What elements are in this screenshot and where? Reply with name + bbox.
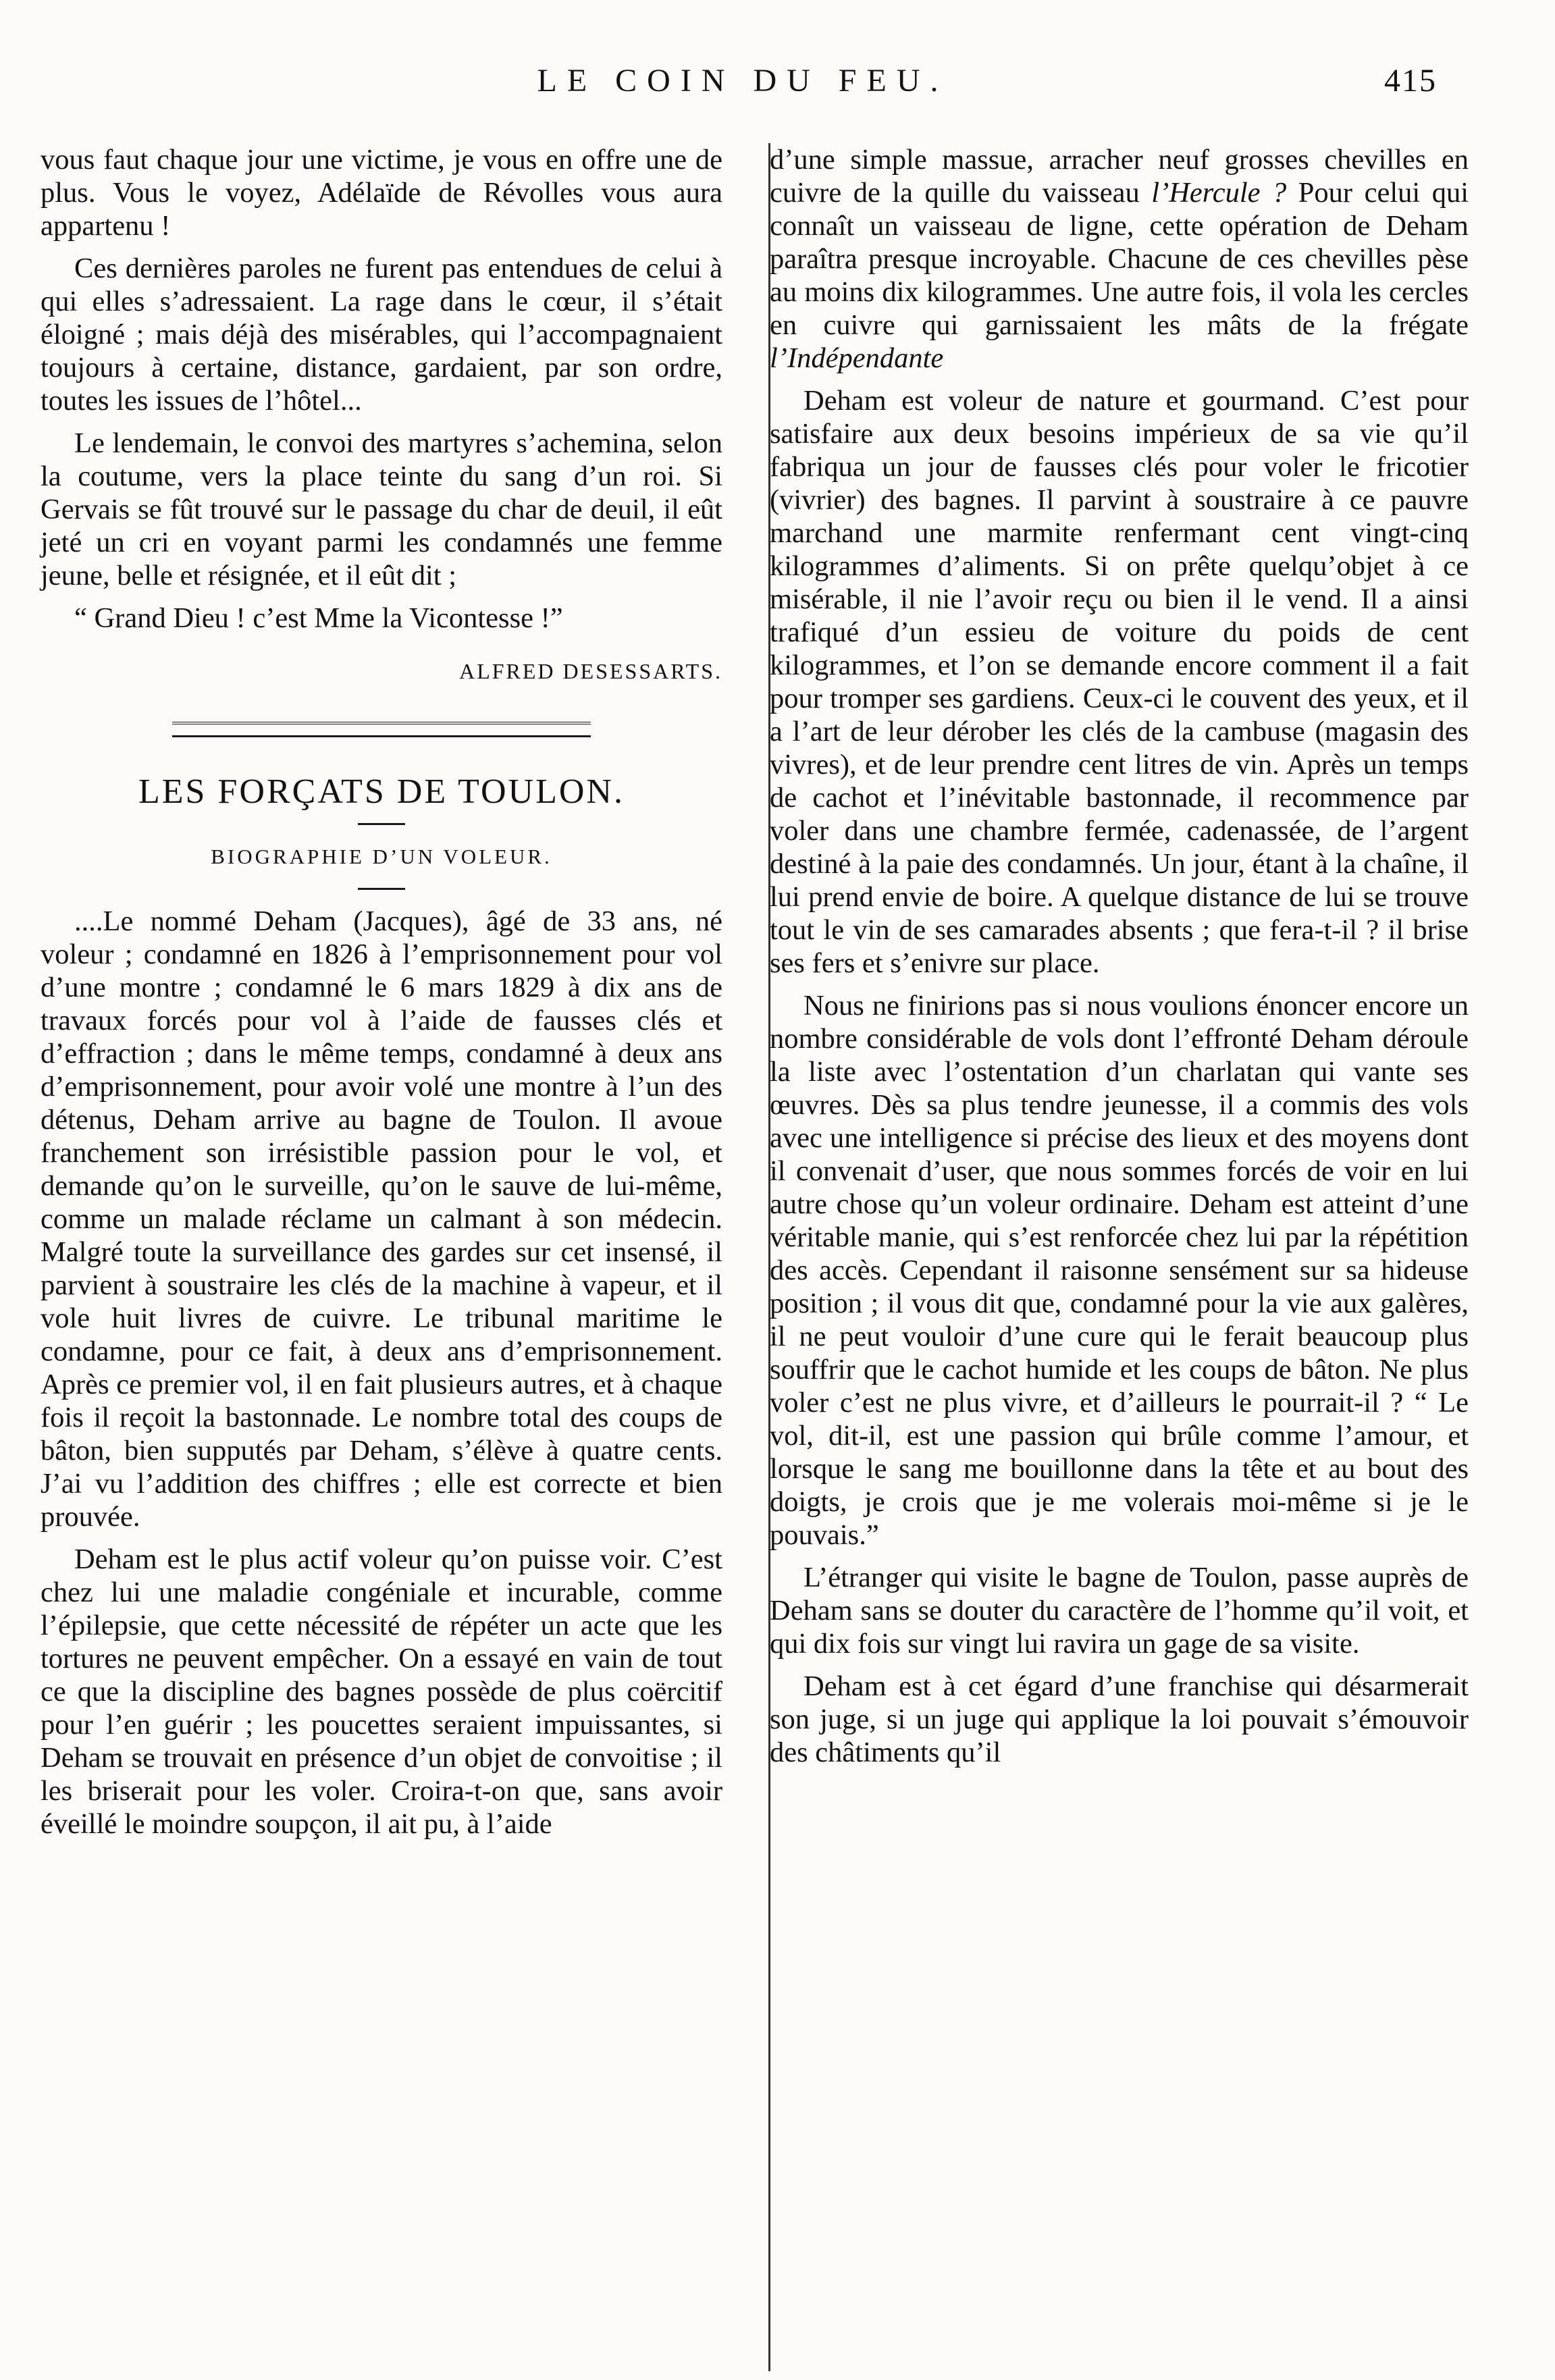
divider bbox=[358, 888, 405, 890]
ship-name: l’Indépendante bbox=[770, 342, 944, 374]
running-head bbox=[0, 62, 1555, 116]
paragraph: L’étranger qui visite le bagne de Toulon, passe auprès de Deham sans se douter du caractère de l’homme qu’il voit, et qui dix fois sur vingt lui ravira un gage de sa visite. bbox=[770, 1562, 1469, 1660]
paragraph: Ces dernières paroles ne furent pas entendues de celui à qui elles s’adressaient. La rage dans le cœur, il s’était éloigné ; mais déjà des misérables, qui l’accompagnaient toujours à certaine, distance, gardaient, par son ordre, toutes les issues de l’hôtel... bbox=[41, 253, 722, 417]
page-number: 415 bbox=[1384, 63, 1437, 99]
paragraph: Nous ne finirions pas si nous voulions énoncer encore un nombre considérable de vols dont l’effronté Deham déroule la liste avec l’ostentation d’un charlatan qui vante ses œuvres. Dès sa plus tendre jeunesse, il a commis des vols avec une intelligence si précise des lieux et des moyens dont il convenait d’user, que nous sommes forcés de voir en lui autre chose qu’un voleur ordinaire. Deham est atteint d’une véritable manie, qui s’est renforcée chez lui par la répétition des accès. Cependant il raisonne sensément sur sa hideuse position ; il vous dit que, condamné pour la vie aux galères, il ne peut vouloir d’une cure qui le ferait beaucoup plus souffrir que le cachot humide et les coups de bâton. Ne plus voler c’est ne plus vivre, et d’ailleurs le pourrait-il ? “ Le vol, dit-il, est une passion qui brûle comme l’amour, et lorsque le sang me bouillonne dans la tête et au bout des doigts, je crois que je me volerais moi-même si je le pouvais.” bbox=[770, 990, 1469, 1551]
paragraph bbox=[770, 143, 1469, 375]
paragraph: Deham est voleur de nature et gourmand. C’est pour satisfaire aux deux besoins impérieux de sa vie qu’il fabriqua un jour de fausses clés pour voler le fricotier (vivrier) des bagnes. Il parvint à soustraire à ce pauvre marchand une marmite renfermant cent vingt-cinq kilogrammes d’aliments. Si on prête quelqu’objet à ce misérable, il nie l’avoir reçu ou bien il le vend. Il a ainsi trafiqué d’un essieu de voiture du poids de cent kilogrammes, et l’on se demande encore comment il a fait pour tromper ses gardiens. Ceux-ci le couvent des yeux, et il a l’art de leur dérober les clés de la cambuse (magasin des vivres), et de leur prendre cent litres de vin. Après un temps de cachot et l’inévitable bastonnade, il recommence par voler dans une chambre fermée, cadenassée, de l’argent destiné à la paie des condamnés. Un jour, étant à la chaîne, il lui prend envie de boire. A quelque distance de lui se trouve tout le vin de ses camarades absents ; que fera-t-il ? il brise ses fers et s’enivre sur place. bbox=[770, 385, 1469, 979]
decorative-rule bbox=[172, 722, 591, 737]
text-run: d’une simple massue, arracher neuf grosses chevilles en cuivre de la quille du vaisseau bbox=[770, 144, 1469, 209]
paragraph: ....Le nommé Deham (Jacques), âgé de 33 ans, né voleur ; condamné en 1826 à l’emprisonnement pour vol d’une montre ; condamné le 6 mars 1829 à dix ans de travaux forcés pour vol à l’aide de fausses clés et d’effraction ; dans le même temps, condamné à deux ans d’emprisonnement, pour avoir volé une montre à l’un des détenus, Deham arrive au bagne de Toulon. Il avoue franchement son irrésistible passion pour le vol, et demande qu’on le surveille, qu’on le sauve de lui-même, comme un malade réclame un calmant à son médecin. Malgré toute la surveillance des gardes sur cet insensé, il parvient à soustraire les clés de la machine à vapeur, et il vole huit livres de cuivre. Le tribunal maritime le condamne, pour ce fait, à deux ans d’emprisonnement. Après ce premier vol, il en fait plusieurs autres, et à chaque fois il reçoit la bastonnade. Le nombre total des coups de bâton, bien supputés par Deham, s’élève à quatre cents. J’ai vu l’addition des chiffres ; elle est correcte et bien prouvée. bbox=[41, 905, 722, 1533]
running-title: LE COIN DU FEU. bbox=[537, 63, 949, 99]
quote: “ Grand Dieu ! c’est Mme la Vicontesse !” bbox=[74, 602, 563, 634]
divider bbox=[358, 823, 405, 825]
paragraph: vous faut chaque jour une victime, je vous en offre une de plus. Vous le voyez, Adélaïde de Révolles vous aura appartenu ! bbox=[41, 144, 722, 242]
article-subtitle: BIOGRAPHIE D’UN VOLEUR. bbox=[211, 845, 552, 868]
paragraph: Deham est à cet égard d’une franchise qui désarmerait son juge, si un juge qui applique la loi pouvait s’émouvoir des châtiments qu’il bbox=[770, 1670, 1469, 1768]
article-title: LES FORÇATS DE TOULON. bbox=[138, 772, 625, 811]
paragraph: Le lendemain, le convoi des martyres s’achemina, selon la coutume, vers la place teinte du sang d’un roi. Si Gervais se fût trouvé sur le passage du char de deuil, il eût jeté un cri en voyant parmi les condamnés une femme jeune, belle et résignée, et il eût dit ; bbox=[41, 427, 722, 591]
paragraph: Deham est le plus actif voleur qu’on puisse voir. C’est chez lui une maladie congéniale et incurable, comme l’épilepsie, que cette nécessité de répéter un acte que les tortures ne peuvent empêcher. On a essayé en vain de tout ce que la discipline des bagnes possède de plus coërcitif pour l’en guérir ; les poucettes seraient impuissantes, si Deham se trouvait en présence d’un objet de convoitise ; il les briserait pour les voler. Croira-t-on que, sans avoir éveillé le moindre soupçon, il ait pu, à l’aide bbox=[41, 1543, 722, 1840]
signature: ALFRED DESESSARTS. bbox=[459, 659, 722, 683]
right-column bbox=[770, 143, 1469, 1778]
left-column bbox=[41, 143, 722, 1850]
text-run: Pour celui qui connaît un vaisseau de ligne, cette opération de Deham paraîtra presque incroyable. Chacune de ces chevilles pèse au moins dix kilogrammes. Une autre fois, il vola les cercles en cuivre qui garnissaient les mâts de la frégate bbox=[770, 177, 1469, 341]
ship-name: l’Hercule ? bbox=[1151, 177, 1287, 209]
